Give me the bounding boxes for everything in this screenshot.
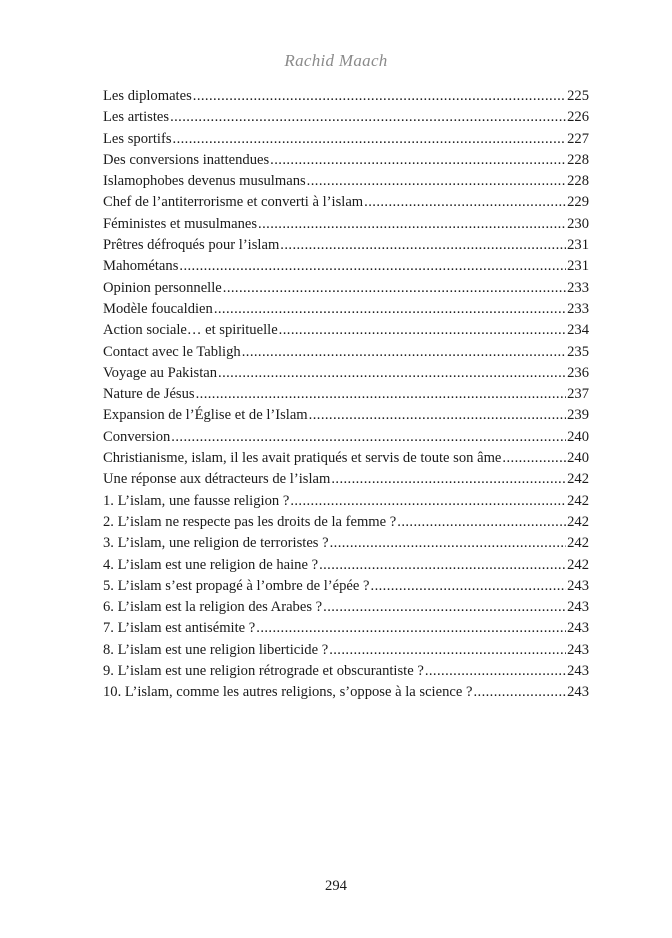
- toc-entry: [103, 107, 589, 128]
- toc-entry-title: Opinion personnelle: [103, 279, 222, 296]
- toc-entry-page: 242: [567, 492, 589, 509]
- dot-leader: [473, 682, 566, 703]
- toc-entry-title: 4. L’islam est une religion de haine ?: [103, 556, 319, 573]
- toc-entry-title: Les diplomates: [103, 88, 192, 104]
- dot-leader: [502, 448, 566, 469]
- toc-entry-title: Voyage au Pakistan: [103, 364, 218, 381]
- toc-entry-title: 5. L’islam s’est propagé à l’ombre de l’épée ?: [103, 577, 370, 594]
- toc-entry-page: 237: [567, 386, 589, 403]
- toc-entry-title: Féministes et musulmanes: [103, 215, 258, 232]
- toc-entry-title: 3. L’islam, une religion de terroristes ?: [103, 535, 329, 552]
- dot-leader: [323, 597, 566, 618]
- toc-entry-page: 242: [567, 471, 589, 488]
- toc-entry: [103, 469, 589, 490]
- toc-entry-title: 10. L’islam, comme les autres religions, s’oppose à la science ?: [103, 684, 473, 701]
- toc-entry-title: Prêtres défroqués pour l’islam: [103, 237, 280, 254]
- toc-entry-page: 227: [567, 130, 589, 147]
- toc-entry-page: 228: [567, 173, 589, 190]
- toc-entry-title: 6. L’islam est la religion des Arabes ?: [103, 599, 323, 616]
- dot-leader: [170, 107, 566, 128]
- dot-leader: [258, 214, 566, 235]
- dot-leader: [173, 129, 567, 150]
- toc-entry: [103, 129, 589, 150]
- toc-entry-page: 233: [567, 279, 589, 296]
- toc-entry: [103, 661, 589, 682]
- toc-entry: [103, 405, 589, 426]
- toc-entry-title: Islamophobes devenus musulmans: [103, 173, 306, 190]
- toc-entry-title: Les artistes: [103, 109, 170, 126]
- dot-leader: [307, 171, 566, 192]
- dot-leader: [279, 320, 566, 341]
- dot-leader: [270, 150, 566, 171]
- toc-entry-page: 243: [567, 599, 589, 616]
- dot-leader: [319, 555, 566, 576]
- toc-entry-page: 242: [567, 513, 589, 530]
- toc-entry: [103, 555, 589, 576]
- dot-leader: [330, 533, 567, 554]
- toc-entry: [103, 491, 589, 512]
- toc-entry-page: 243: [567, 577, 589, 594]
- toc-entry-title: Mahométans: [103, 258, 179, 275]
- toc-entry-page: 230: [567, 215, 589, 232]
- toc-entry-page: 243: [567, 620, 589, 637]
- toc-entry: [103, 640, 589, 661]
- toc-entry-title: Les sportifs: [103, 130, 172, 147]
- dot-leader: [425, 661, 566, 682]
- toc-entry-page: 242: [567, 556, 589, 573]
- toc-entry-page: 236: [567, 364, 589, 381]
- toc-entry-title: Expansion de l’Église et de l’Islam: [103, 407, 308, 424]
- toc-entry: [103, 597, 589, 618]
- dot-leader: [309, 405, 566, 426]
- toc-entry: [103, 682, 589, 703]
- dot-leader: [280, 235, 566, 256]
- toc-entry-page: 242: [567, 535, 589, 552]
- toc-entry: [103, 278, 589, 299]
- table-of-contents: [103, 86, 589, 704]
- toc-entry: [103, 171, 589, 192]
- toc-entry-page: 235: [567, 343, 589, 360]
- toc-entry-page: 228: [567, 151, 589, 168]
- toc-entry: [103, 256, 589, 277]
- dot-leader: [218, 363, 566, 384]
- toc-entry-page: 240: [567, 428, 589, 445]
- toc-entry-title: Chef de l’antiterrorisme et converti à l’islam: [103, 194, 364, 211]
- dot-leader: [171, 427, 566, 448]
- toc-entry: [103, 214, 589, 235]
- toc-entry: [103, 150, 589, 171]
- toc-entry-title: Contact avec le Tabligh: [103, 343, 241, 360]
- toc-entry-page: 234: [567, 322, 589, 339]
- toc-entry-title: 7. L’islam est antisémite ?: [103, 620, 256, 637]
- toc-entry-title: 2. L’islam ne respecte pas les droits de la femme ?: [103, 513, 397, 530]
- dot-leader: [256, 618, 566, 639]
- dot-leader: [242, 342, 566, 363]
- dot-leader: [329, 640, 566, 661]
- toc-entry-page: 243: [567, 663, 589, 680]
- toc-entry: [103, 320, 589, 341]
- toc-entry: [103, 576, 589, 597]
- dot-leader: [290, 491, 566, 512]
- toc-entry-title: 8. L’islam est une religion liberticide ?: [103, 641, 329, 658]
- toc-entry-page: 225: [567, 88, 589, 104]
- toc-entry: [103, 618, 589, 639]
- toc-entry: [103, 533, 589, 554]
- dot-leader: [397, 512, 566, 533]
- dot-leader: [196, 384, 567, 405]
- toc-entry: [103, 427, 589, 448]
- toc-entry: [103, 512, 589, 533]
- toc-entry-page: 231: [567, 237, 589, 254]
- toc-entry: [103, 363, 589, 384]
- toc-entry: [103, 192, 589, 213]
- toc-entry: [103, 299, 589, 320]
- dot-leader: [179, 256, 566, 277]
- toc-entry: [103, 86, 589, 107]
- page-number: 294: [325, 878, 347, 894]
- toc-entry-page: 240: [567, 450, 589, 467]
- toc-entry-page: 226: [567, 109, 589, 126]
- toc-entry-title: 9. L’islam est une religion rétrograde et obscurantiste ?: [103, 663, 424, 680]
- toc-entry-page: 243: [567, 641, 589, 658]
- running-head: Rachid Maach: [284, 51, 388, 70]
- toc-entry-title: 1. L’islam, une fausse religion ?: [103, 492, 290, 509]
- toc-entry-page: 229: [567, 194, 589, 211]
- toc-entry-title: Conversion: [103, 428, 171, 445]
- toc-entry-page: 243: [567, 684, 589, 701]
- dot-leader: [193, 86, 566, 107]
- toc-entry-title: Christianisme, islam, il les avait pratiqués et servis de toute son âme: [103, 450, 502, 467]
- dot-leader: [371, 576, 567, 597]
- toc-entry: [103, 384, 589, 405]
- dot-leader: [214, 299, 566, 320]
- toc-entry-page: 231: [567, 258, 589, 275]
- toc-entry-title: Une réponse aux détracteurs de l’islam: [103, 471, 331, 488]
- toc-entry: [103, 342, 589, 363]
- toc-entry: [103, 235, 589, 256]
- toc-entry-title: Nature de Jésus: [103, 386, 195, 403]
- dot-leader: [223, 278, 566, 299]
- toc-entry-title: Modèle foucaldien: [103, 300, 213, 317]
- dot-leader: [331, 469, 566, 490]
- toc-entry-title: Action sociale… et spirituelle: [103, 322, 278, 339]
- toc-entry-page: 233: [567, 300, 589, 317]
- toc-entry-page: 239: [567, 407, 589, 424]
- dot-leader: [364, 192, 566, 213]
- toc-entry-title: Des conversions inattendues: [103, 151, 270, 168]
- toc-entry: [103, 448, 589, 469]
